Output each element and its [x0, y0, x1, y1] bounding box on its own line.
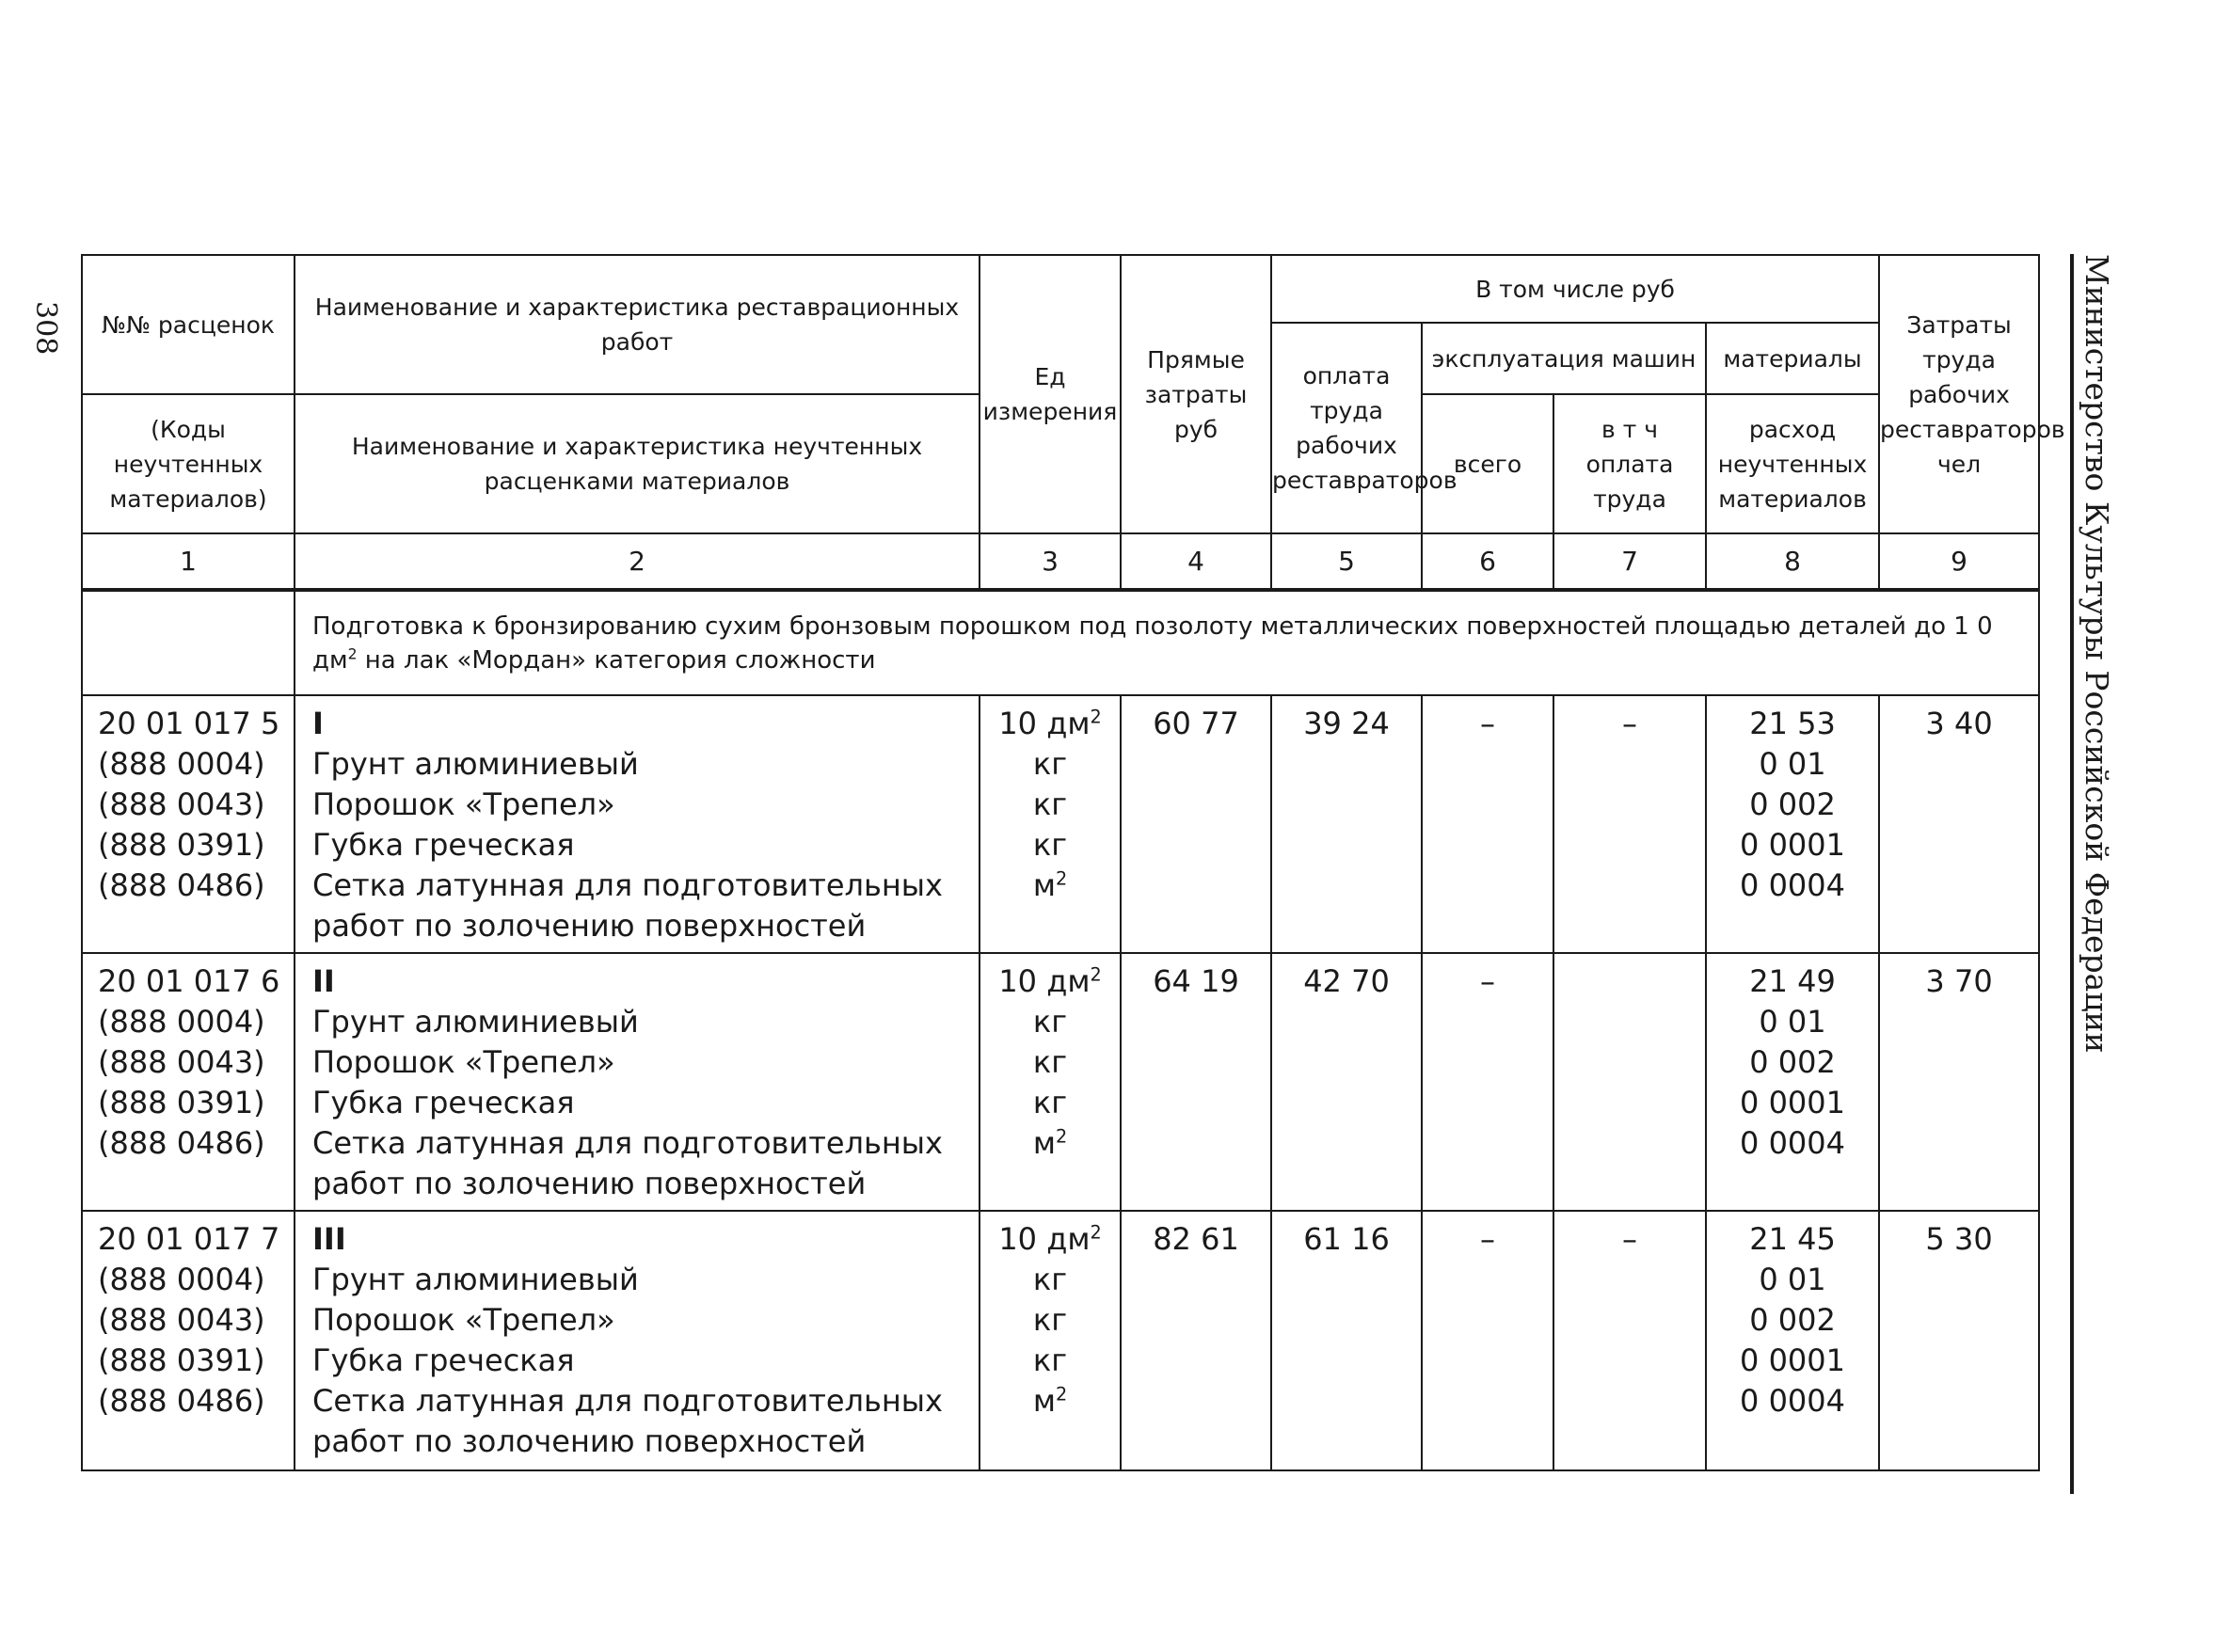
table-row [82, 953, 2039, 1211]
direct-costs-cell [1121, 953, 1271, 1211]
material-code: (888 0004) [98, 746, 265, 782]
rates-table [81, 254, 2065, 1471]
header-material-names: Наименование и характеристика неучтенных расценками материалов [295, 394, 980, 533]
material-amount: 0 0004 [1740, 867, 1845, 903]
running-header: Министерство Культуры Российской Федерации [2079, 254, 2115, 1054]
labor-cell [1879, 695, 2039, 953]
unit-cell [980, 953, 1121, 1211]
header-materials-usage: расход неучтенных материалов [1706, 394, 1879, 533]
column-number: 1 [82, 533, 295, 590]
material-code: (888 0043) [98, 1044, 265, 1080]
material-name: Губка греческая [312, 1085, 575, 1120]
material-amount: 0 0004 [1740, 1383, 1845, 1419]
labor-cell [1879, 953, 2039, 1211]
material-code: (888 0486) [98, 1125, 265, 1161]
column-number: 6 [1422, 533, 1553, 590]
machines-total-cell [1422, 953, 1553, 1211]
header-work-name: Наименование и характеристика реставрационных работ [295, 255, 980, 394]
material-amount: 0 0004 [1740, 1125, 1845, 1161]
column-numbers-row [82, 533, 2039, 590]
direct-costs: 64 19 [1153, 963, 1239, 999]
material-code: (888 0391) [98, 1342, 265, 1378]
header-direct-costs: Прямые затраты руб [1121, 255, 1271, 533]
rate-code: 20 01 017 6 [98, 963, 280, 999]
rate-unit: 10 $дм^2$ [998, 706, 1102, 741]
labor-costs: 3 40 [1925, 706, 1993, 741]
material-name: Сетка латунная для подготовительных работ по золочению поверхностей [312, 1383, 943, 1459]
wages-cell [1271, 1211, 1422, 1470]
material-unit: $м^2$ [1032, 867, 1068, 903]
direct-costs-cell [1121, 695, 1271, 953]
work-name-cell [295, 953, 980, 1211]
header-labor-costs: Затраты труда рабочих реставраторов чел [1879, 255, 2039, 533]
material-name: Порошок «Трепел» [312, 786, 615, 822]
column-number: 9 [1879, 533, 2039, 590]
rate-code-cell [82, 953, 295, 1211]
materials-cell [1706, 695, 1879, 953]
material-name: Грунт алюминиевый [312, 1004, 639, 1040]
column-number: 8 [1706, 533, 1879, 590]
rate-code: 20 01 017 7 [98, 1221, 280, 1257]
material-name: Губка греческая [312, 827, 575, 863]
materials-cell [1706, 953, 1879, 1211]
header-rule [2070, 254, 2074, 1494]
category-label: III [312, 1221, 346, 1257]
wages: 42 70 [1303, 963, 1390, 999]
material-code: (888 0004) [98, 1004, 265, 1040]
material-unit: кг [1032, 1004, 1068, 1040]
direct-costs: 60 77 [1153, 706, 1239, 741]
material-unit: кг [1032, 827, 1068, 863]
machines-total: – [1480, 1221, 1495, 1257]
material-name: Сетка латунная для подготовительных работ по золочению поверхностей [312, 867, 943, 944]
header-machines-total: всего [1422, 394, 1553, 533]
material-amount: 0 002 [1749, 1044, 1836, 1080]
header-including: В том числе руб [1271, 255, 1879, 323]
wages: 61 16 [1303, 1221, 1390, 1257]
materials-cell [1706, 1211, 1879, 1470]
machines-wage-cell [1553, 1211, 1706, 1470]
material-amount: 0 01 [1759, 746, 1826, 782]
category-label: II [312, 963, 335, 999]
materials-cost: 21 53 [1749, 706, 1836, 741]
material-name: Губка греческая [312, 1342, 575, 1378]
material-unit: кг [1032, 1342, 1068, 1378]
materials-cost: 21 49 [1749, 963, 1836, 999]
material-code: (888 0486) [98, 1383, 265, 1419]
labor-cell [1879, 1211, 2039, 1470]
material-unit: кг [1032, 1085, 1068, 1120]
material-code: (888 0043) [98, 1302, 265, 1338]
page-number: 308 [29, 301, 62, 356]
labor-costs: 3 70 [1925, 963, 1993, 999]
material-unit: кг [1032, 1302, 1068, 1338]
material-unit: $м^2$ [1032, 1125, 1068, 1161]
material-amount: 0 002 [1749, 1302, 1836, 1338]
header-wages: оплата труда рабочих реставраторов [1271, 323, 1422, 533]
material-name: Порошок «Трепел» [312, 1302, 615, 1338]
direct-costs-cell [1121, 1211, 1271, 1470]
wages: 39 24 [1303, 706, 1390, 741]
column-number: 5 [1271, 533, 1422, 590]
materials-cost: 21 45 [1749, 1221, 1836, 1257]
material-unit: кг [1032, 746, 1068, 782]
material-unit: $м^2$ [1032, 1383, 1068, 1419]
header-machines: эксплуатация машин [1422, 323, 1706, 394]
material-name: Порошок «Трепел» [312, 1044, 615, 1080]
wages-cell [1271, 695, 1422, 953]
rate-unit: 10 $дм^2$ [998, 963, 1102, 999]
machines-wage: – [1622, 706, 1637, 741]
wages-cell [1271, 953, 1422, 1211]
material-code: (888 0486) [98, 867, 265, 903]
material-code: (888 0391) [98, 1085, 265, 1120]
header-unit: Ед измерения [980, 255, 1121, 533]
column-number: 2 [295, 533, 980, 590]
rate-unit: 10 $дм^2$ [998, 1221, 1102, 1257]
rate-code-cell [82, 695, 295, 953]
table-row [82, 695, 2039, 953]
direct-costs: 82 61 [1153, 1221, 1239, 1257]
material-unit: кг [1032, 1044, 1068, 1080]
unit-cell [980, 695, 1121, 953]
rate-code-cell [82, 1211, 295, 1470]
material-name: Сетка латунная для подготовительных работ по золочению поверхностей [312, 1125, 943, 1201]
rate-code: 20 01 017 5 [98, 706, 280, 741]
material-code: (888 0043) [98, 786, 265, 822]
material-amount: 0 0001 [1740, 1085, 1845, 1120]
unit-cell [980, 1211, 1121, 1470]
machines-total: – [1480, 963, 1495, 999]
work-name-cell [295, 695, 980, 953]
machines-wage: – [1622, 1221, 1637, 1257]
table-row [82, 1211, 2039, 1470]
column-number: 7 [1553, 533, 1706, 590]
machines-total-cell [1422, 695, 1553, 953]
header-machines-wage: в т ч оплата труда [1553, 394, 1706, 533]
header-rate-numbers: №№ расценок [82, 255, 295, 394]
category-label: I [312, 706, 324, 741]
header-material-codes: (Коды неучтенных материалов) [82, 394, 295, 533]
material-code: (888 0391) [98, 827, 265, 863]
section-blank-cell [82, 590, 295, 695]
material-code: (888 0004) [98, 1262, 265, 1297]
material-amount: 0 0001 [1740, 1342, 1845, 1378]
column-number: 4 [1121, 533, 1271, 590]
header-materials: материалы [1706, 323, 1879, 394]
material-amount: 0 01 [1759, 1262, 1826, 1297]
column-number: 3 [980, 533, 1121, 590]
machines-wage-cell [1553, 695, 1706, 953]
material-unit: кг [1032, 1262, 1068, 1297]
machines-total: – [1480, 706, 1495, 741]
material-unit: кг [1032, 786, 1068, 822]
material-amount: 0 0001 [1740, 827, 1845, 863]
material-amount: 0 002 [1749, 786, 1836, 822]
material-amount: 0 01 [1759, 1004, 1826, 1040]
machines-wage-cell [1553, 953, 1706, 1211]
machines-total-cell [1422, 1211, 1553, 1470]
section-title: Подготовка к бронзированию сухим бронзовым порошком под позолоту металлических поверхностей площадью деталей до 1 0 $дм^2$ на лак «Мордан» категория сложности [295, 590, 2039, 695]
work-name-cell [295, 1211, 980, 1470]
labor-costs: 5 30 [1925, 1221, 1993, 1257]
material-name: Грунт алюминиевый [312, 1262, 639, 1297]
material-name: Грунт алюминиевый [312, 746, 639, 782]
